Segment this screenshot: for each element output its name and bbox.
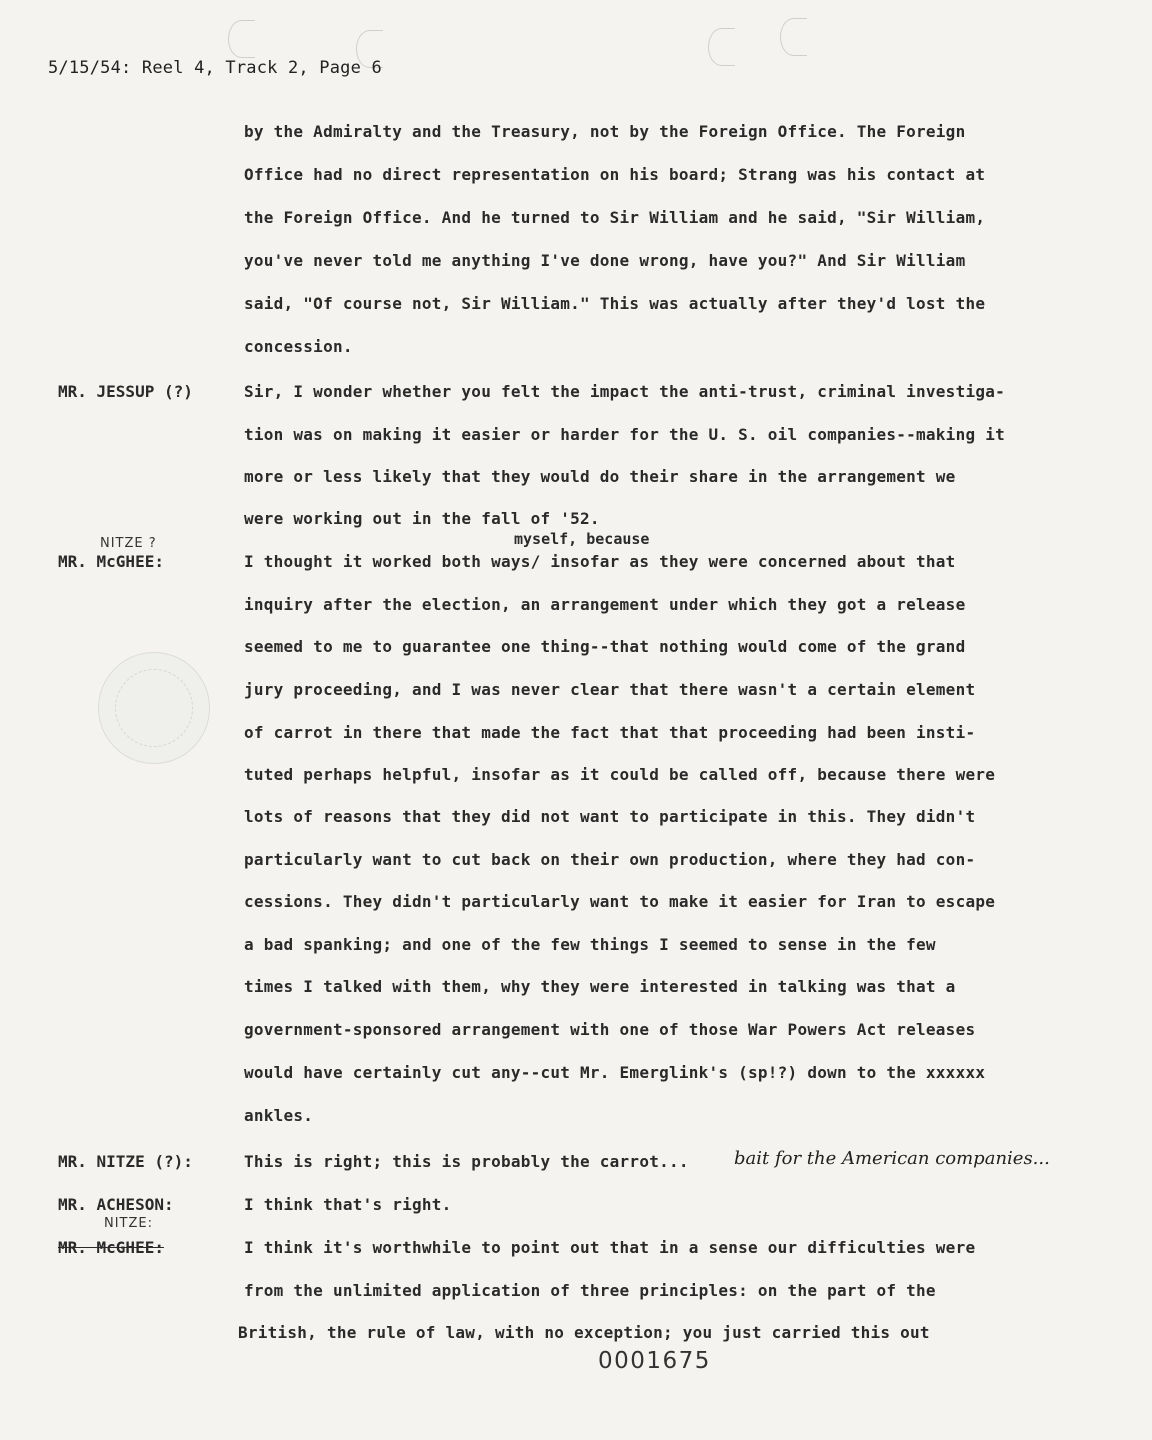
text-line: Sir, I wonder whether you felt the impact the anti-trust, criminal investiga- xyxy=(244,382,1005,401)
text-line: This is right; this is probably the carrot... xyxy=(244,1152,689,1171)
text-line: the Foreign Office. And he turned to Sir William and he said, "Sir William, xyxy=(244,208,986,227)
text-line: tuted perhaps helpful, insofar as it could be called off, because there were xyxy=(244,765,996,784)
text-line: said, "Of course not, Sir William." This was actually after they'd lost the xyxy=(244,294,986,313)
text-line: I thought it worked both ways/ insofar as they were concerned about that xyxy=(244,552,956,571)
text-line: lots of reasons that they did not want to participate in this. They didn't xyxy=(244,807,976,826)
text-line: tion was on making it easier or harder for the U. S. oil companies--making it xyxy=(244,425,1005,444)
text-line: cessions. They didn't particularly want to make it easier for Iran to escape xyxy=(244,892,996,911)
handwritten-annotation: bait for the American companies... xyxy=(734,1148,1050,1169)
archive-stamp xyxy=(98,652,210,764)
handwritten-annotation: NITZE ? xyxy=(100,536,157,551)
text-line: a bad spanking; and one of the few things I seemed to sense in the few xyxy=(244,935,936,954)
text-line: would have certainly cut any--cut Mr. Emerglink's (sp!?) down to the xxxxxx xyxy=(244,1063,986,1082)
document-number: 0001675 xyxy=(598,1348,711,1374)
punch-hole xyxy=(780,18,807,56)
text-line: of carrot in there that made the fact that that proceeding had been insti- xyxy=(244,723,976,742)
text-line: I think that's right. xyxy=(244,1195,452,1214)
speaker-label: MR. ACHESON: xyxy=(58,1195,174,1214)
page-header: 5/15/54: Reel 4, Track 2, Page 6 xyxy=(48,58,382,78)
text-line: particularly want to cut back on their own production, where they had con- xyxy=(244,850,976,869)
punch-hole xyxy=(228,20,255,58)
speaker-label-struck: MR. McGHEE: xyxy=(58,1238,164,1257)
speaker-label: MR. NITZE (?): xyxy=(58,1152,193,1171)
text-line: I think it's worthwhile to point out that in a sense our difficulties were xyxy=(244,1238,976,1257)
text-line: inquiry after the election, an arrangement under which they got a release xyxy=(244,595,966,614)
text-line: government-sponsored arrangement with one of those War Powers Act releases xyxy=(244,1020,976,1039)
text-line: by the Admiralty and the Treasury, not by the Foreign Office. The Foreign xyxy=(244,122,966,141)
speaker-label: MR. McGHEE: xyxy=(58,552,164,571)
punch-hole xyxy=(708,28,735,66)
text-line: Office had no direct representation on his board; Strang was his contact at xyxy=(244,165,986,184)
text-line: seemed to me to guarantee one thing--that nothing would come of the grand xyxy=(244,637,966,656)
typed-insertion: myself, because xyxy=(514,530,650,548)
text-line: jury proceeding, and I was never clear that there wasn't a certain element xyxy=(244,680,976,699)
speaker-label: MR. JESSUP (?) xyxy=(58,382,193,401)
text-line: concession. xyxy=(244,337,353,356)
text-line: more or less likely that they would do their share in the arrangement we xyxy=(244,467,956,486)
handwritten-annotation: NITZE: xyxy=(104,1216,153,1231)
text-line: were working out in the fall of '52. xyxy=(244,509,600,528)
text-line: ankles. xyxy=(244,1106,314,1125)
text-line: from the unlimited application of three principles: on the part of the xyxy=(244,1281,936,1300)
text-line: British, the rule of law, with no exception; you just carried this out xyxy=(238,1323,930,1342)
text-line: times I talked with them, why they were interested in talking was that a xyxy=(244,977,956,996)
text-line: you've never told me anything I've done wrong, have you?" And Sir William xyxy=(244,251,966,270)
